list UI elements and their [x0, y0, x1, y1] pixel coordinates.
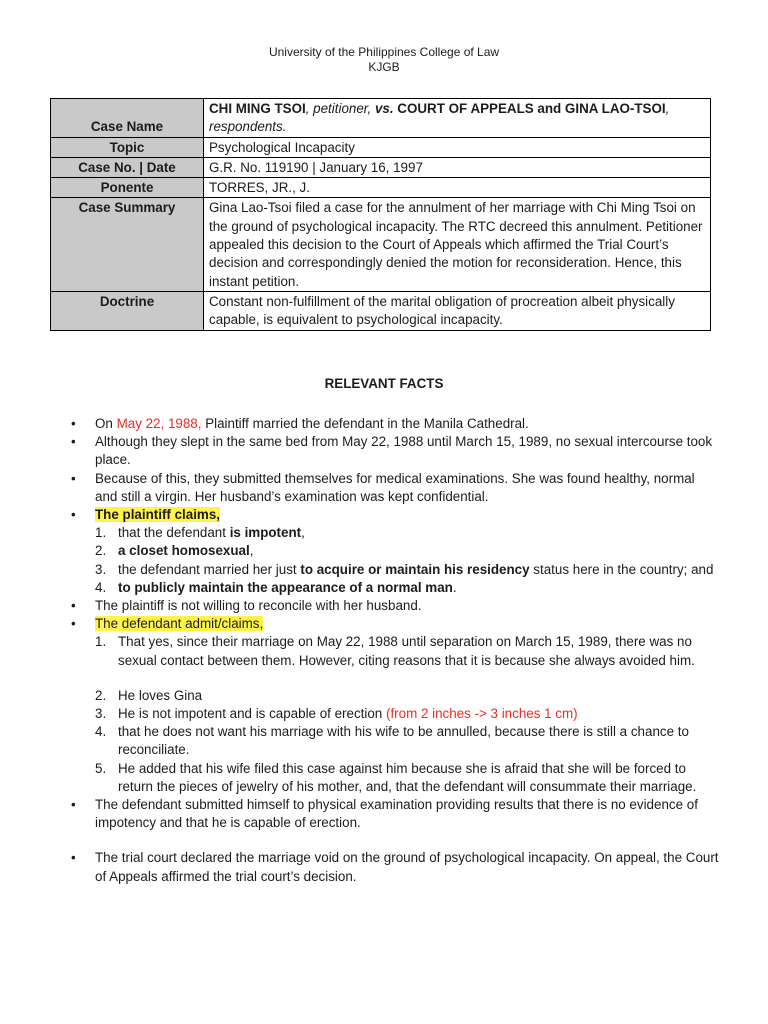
claim-number: 1.	[95, 525, 107, 541]
admission-item	[60, 687, 720, 705]
row-topic	[51, 137, 711, 157]
value-ponente: TORRES, JR., J.	[204, 178, 711, 198]
row-case-no	[51, 157, 711, 177]
admission-text: that he does not want his marriage with his wife to be annulled, because there is still a chance to reconciliate.	[118, 724, 689, 758]
value-case-no: G.R. No. 119190 | January 16, 1997	[204, 157, 711, 177]
fact-item: • The trial court declared the marriage void on the ground of psychological incapacity. On appeal, the Court of Appeals affirmed the trial court’s decision.	[60, 849, 720, 885]
claim-emphasis: is impotent	[229, 525, 302, 541]
claim-item	[60, 561, 720, 579]
claim-number: 2.	[95, 543, 107, 559]
document-header	[0, 45, 768, 75]
respondents-name: COURT OF APPEALS and GINA LAO-TSOI	[393, 101, 666, 116]
claim-text: ,	[301, 525, 305, 541]
fact-item	[60, 615, 720, 633]
admission-number: 4.	[95, 724, 107, 740]
respondents-role: , respondents.	[209, 101, 670, 135]
admission-number: 5.	[95, 760, 107, 776]
admission-item	[60, 633, 720, 669]
row-doctrine	[51, 291, 711, 330]
value-topic: Psychological Incapacity	[204, 137, 711, 157]
fact-item	[60, 506, 720, 524]
row-summary	[51, 198, 711, 291]
fact-item: • Although they slept in the same bed from May 22, 1988 until March 15, 1989, no sexual intercourse took place.	[60, 433, 720, 469]
spacer	[60, 670, 720, 687]
claim-text: .	[452, 579, 457, 595]
facts-list	[60, 415, 720, 886]
erection-measurement-note: (from 2 inches -> 3 inches 1 cm)	[385, 706, 578, 722]
plaintiff-claims-heading: The plaintiff claims,	[95, 507, 221, 523]
admission-item	[60, 760, 720, 796]
claim-item	[60, 579, 720, 597]
claim-number: 4.	[95, 579, 107, 595]
fact-item: • Because of this, they submitted themselves for medical examinations. She was found healthy, normal and still a virgin. Her husband’s examination was kept confidential.	[60, 470, 720, 506]
label-case-name: Case Name	[51, 99, 204, 138]
admission-text: He is not impotent and is capable of erection	[118, 706, 386, 722]
label-ponente: Ponente	[51, 178, 204, 198]
value-summary: Gina Lao-Tsoi filed a case for the annulment of her marriage with Chi Ming Tsoi on the ground of psychological incapacity. The RTC decreed this annulment. Petitioner appealed this decision to the Court of Appeals which affirmed the Trial Court’s decision and correspondingly denied the motion for reconsideration. Hence, this instant petition.	[204, 198, 711, 291]
fact-text: On	[95, 416, 117, 431]
versus: vs.	[374, 101, 394, 116]
spacer	[60, 832, 720, 849]
row-case-name	[51, 99, 711, 138]
label-summary: Case Summary	[51, 198, 204, 291]
petitioner-name: CHI MING TSOI	[209, 101, 306, 116]
claim-emphasis: a closet homosexual	[118, 543, 250, 559]
admission-item	[60, 705, 720, 723]
header-school: University of the Philippines College of Law	[268, 45, 500, 59]
defendant-claims-heading: The defendant admit/claims,	[95, 616, 264, 632]
label-doctrine: Doctrine	[51, 291, 204, 330]
admission-number: 1.	[95, 634, 107, 650]
admission-text: He added that his wife filed this case against him because she is afraid that she will be forced to return the pieces of jewelry of his mother, and, that the defendant will consummate their marriage.	[118, 760, 697, 794]
marriage-date: May 22, 1988,	[116, 416, 202, 431]
label-case-no: Case No. | Date	[51, 157, 204, 177]
claim-text: ,	[249, 543, 254, 559]
admission-number: 2.	[95, 687, 107, 703]
claim-emphasis: to publicly maintain the appearance of a normal man	[118, 579, 453, 595]
value-doctrine: Constant non-fulfillment of the marital obligation of procreation albeit physically capable, is equivalent to psychological incapacity.	[204, 291, 711, 330]
admission-number: 3.	[95, 706, 107, 722]
fact-item: • The plaintiff is not willing to reconcile with her husband.	[60, 597, 720, 615]
claim-text: that the defendant	[118, 525, 230, 541]
header-initials: KJGB	[368, 60, 400, 74]
fact-text: Plaintiff married the defendant in the Manila Cathedral.	[201, 416, 529, 431]
section-title: RELEVANT FACTS	[324, 376, 444, 391]
admission-item	[60, 723, 720, 759]
claim-emphasis: to acquire or maintain his residency	[300, 561, 530, 577]
claim-item	[60, 524, 720, 542]
admission-text: That yes, since their marriage on May 22, 1988 until separation on March 15, 1989, there was no sexual contact between them. However, citing reasons that it is because she always avoided him.	[118, 634, 695, 668]
admission-text: He loves Gina	[118, 687, 203, 703]
case-digest-table	[50, 98, 711, 331]
label-topic: Topic	[51, 137, 204, 157]
value-case-name	[204, 99, 711, 138]
petitioner-role: , petitioner,	[305, 101, 375, 116]
fact-item	[60, 415, 720, 433]
claim-text: the defendant married her just	[118, 561, 301, 577]
claim-text: status here in the country; and	[529, 561, 714, 577]
claim-number: 3.	[95, 561, 107, 577]
claim-item	[60, 542, 720, 560]
fact-item: • The defendant submitted himself to physical examination providing results that there is no evidence of impotency and that he is capable of erection.	[60, 796, 720, 832]
row-ponente	[51, 178, 711, 198]
